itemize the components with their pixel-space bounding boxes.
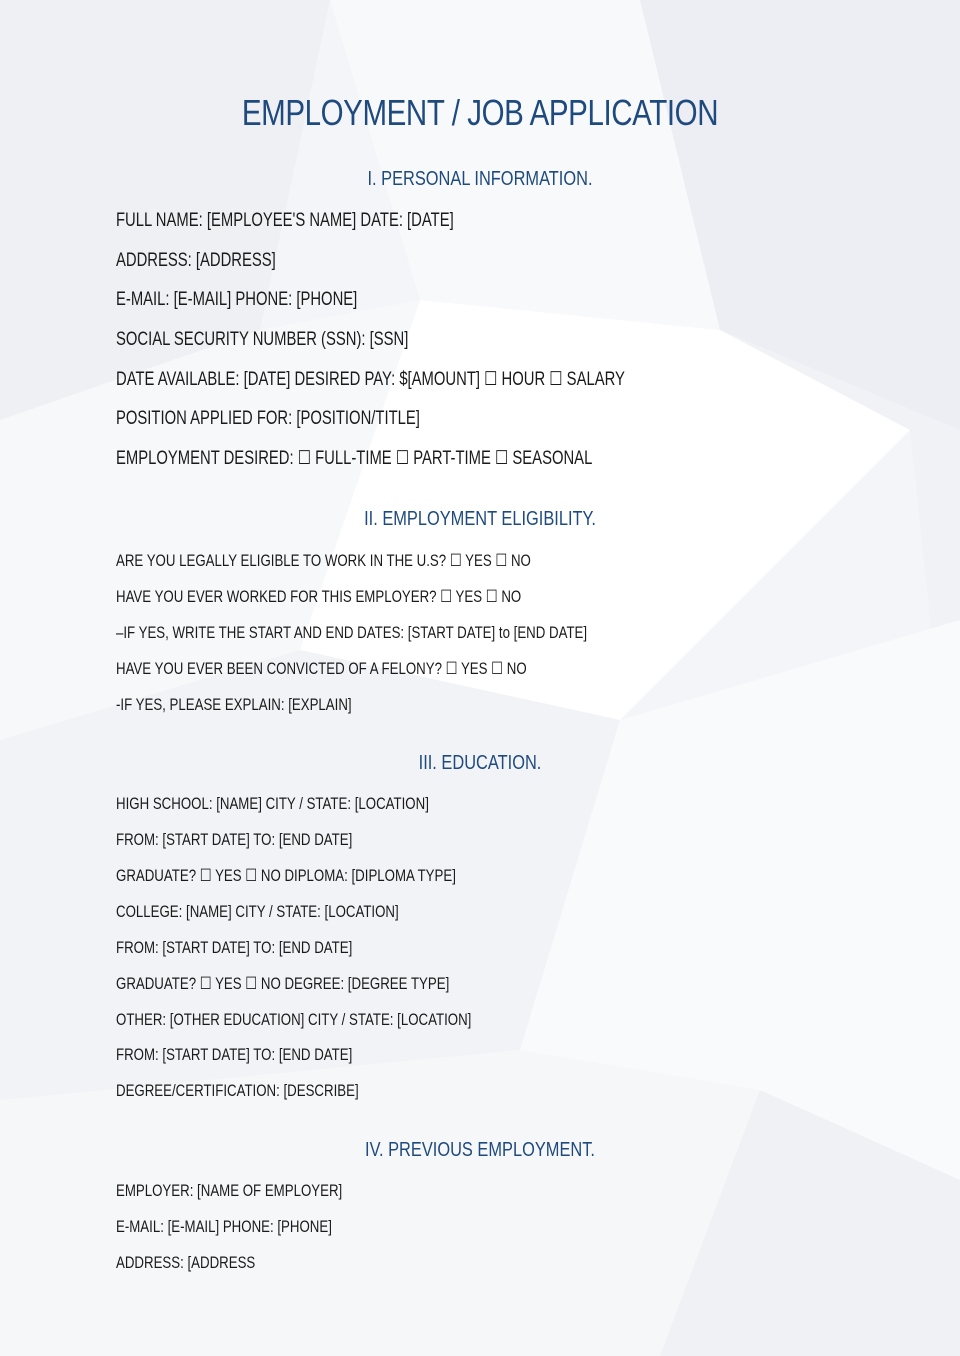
full-name-line: FULL NAME: [EMPLOYEE'S NAME] DATE: [DATE] [116, 210, 454, 231]
college-line: COLLEGE: [NAME] CITY / STATE: [LOCATION] [116, 902, 399, 921]
date-available-pay-line: DATE AVAILABLE: [DATE] DESIRED PAY: $[AMOUNT] ☐ HOUR ☐ SALARY [116, 369, 625, 390]
section-heading-previous-employment: IV. PREVIOUS EMPLOYMENT. [365, 1139, 595, 1161]
position-applied-line: POSITION APPLIED FOR: [POSITION/TITLE] [116, 408, 420, 429]
degree-certification-line: DEGREE/CERTIFICATION: [DESCRIBE] [116, 1081, 359, 1100]
employer-address-line: ADDRESS: [ADDRESS [116, 1253, 256, 1272]
legally-eligible-line: ARE YOU LEGALLY ELIGIBLE TO WORK IN THE U.S? ☐ YES ☐ NO [116, 551, 531, 570]
high-school-graduate-line: GRADUATE? ☐ YES ☐ NO DIPLOMA: [DIPLOMA TYPE] [116, 866, 456, 885]
section-heading-education: III. EDUCATION. [418, 752, 542, 774]
start-end-dates-line: –IF YES, WRITE THE START AND END DATES: [START DATE] to [END DATE] [116, 623, 588, 642]
high-school-dates-line: FROM: [START DATE] TO: [END DATE] [116, 830, 353, 849]
college-dates-line: FROM: [START DATE] TO: [END DATE] [116, 938, 353, 957]
page-title: EMPLOYMENT / JOB APPLICATION [241, 92, 719, 133]
felony-line: HAVE YOU EVER BEEN CONVICTED OF A FELONY? ☐ YES ☐ NO [116, 659, 527, 678]
address-line: ADDRESS: [ADDRESS] [116, 250, 276, 271]
employer-line: EMPLOYER: [NAME OF EMPLOYER] [116, 1181, 343, 1200]
worked-for-employer-line: HAVE YOU EVER WORKED FOR THIS EMPLOYER? ☐ YES ☐ NO [116, 587, 522, 606]
college-graduate-line: GRADUATE? ☐ YES ☐ NO DEGREE: [DEGREE TYPE] [116, 974, 450, 993]
other-education-line: OTHER: [OTHER EDUCATION] CITY / STATE: [LOCATION] [116, 1010, 472, 1029]
other-education-dates-line: FROM: [START DATE] TO: [END DATE] [116, 1045, 353, 1064]
email-phone-line: E-MAIL: [E-MAIL] PHONE: [PHONE] [116, 289, 358, 310]
employer-email-phone-line: E-MAIL: [E-MAIL] PHONE: [PHONE] [116, 1217, 332, 1236]
high-school-line: HIGH SCHOOL: [NAME] CITY / STATE: [LOCATION] [116, 794, 429, 813]
felony-explain-line: -IF YES, PLEASE EXPLAIN: [EXPLAIN] [116, 695, 352, 714]
section-heading-employment-eligibility: II. EMPLOYMENT ELIGIBILITY. [364, 508, 596, 530]
section-heading-personal-information: I. PERSONAL INFORMATION. [367, 168, 593, 190]
employment-desired-line: EMPLOYMENT DESIRED: ☐ FULL-TIME ☐ PART-TIME ☐ SEASONAL [116, 448, 593, 469]
ssn-line: SOCIAL SECURITY NUMBER (SSN): [SSN] [116, 329, 409, 350]
